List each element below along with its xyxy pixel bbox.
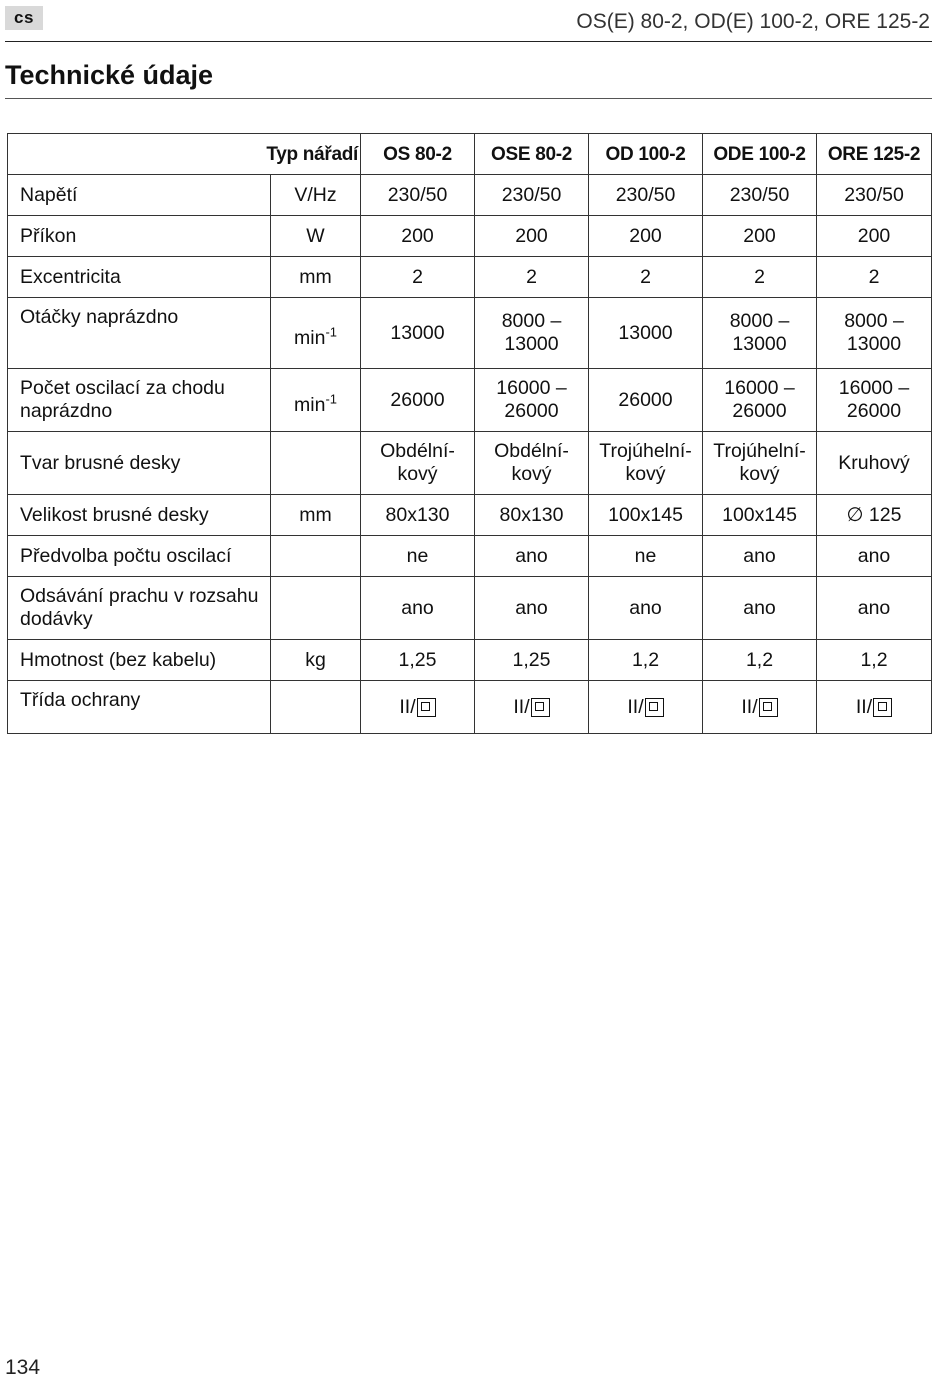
table-row: [8, 216, 932, 257]
unit-cell: $\min^{-1}$: [271, 298, 361, 369]
protection-class-double-square-icon: [417, 698, 436, 717]
value-cell: Trojúhelní- kový: [589, 432, 703, 495]
model-header-cell: ODE 100-2: [703, 134, 817, 175]
value-cell: 16000 – 26000: [475, 369, 589, 432]
unit-cell: W: [271, 216, 361, 257]
value-cell: 230/50: [589, 175, 703, 216]
value-cell: 2: [817, 257, 932, 298]
parameter-name: Velikost brusné desky: [8, 495, 271, 536]
value-cell: 1,2: [703, 640, 817, 681]
table-row: [8, 640, 932, 681]
value-cell: II/: [703, 681, 817, 734]
value-cell: 2: [361, 257, 475, 298]
value-cell: 1,25: [361, 640, 475, 681]
model-header-cell: OSE 80-2: [475, 134, 589, 175]
value-cell: ano: [475, 577, 589, 640]
value-cell: 230/50: [475, 175, 589, 216]
value-cell: ne: [361, 536, 475, 577]
table-row: [8, 369, 932, 432]
section-title: Technické údaje: [5, 60, 214, 90]
table-row: [8, 257, 932, 298]
table-row: [8, 681, 932, 734]
value-cell: 2: [475, 257, 589, 298]
model-header-cell: OS 80-2: [361, 134, 475, 175]
value-cell: 230/50: [703, 175, 817, 216]
unit-cell: $\min^{-1}$: [271, 369, 361, 432]
value-cell: II/: [817, 681, 932, 734]
unit-cell: kg: [271, 640, 361, 681]
protection-class-double-square-icon: [759, 698, 778, 717]
value-cell: 2: [703, 257, 817, 298]
table-row: [8, 577, 932, 640]
model-header-cell: OD 100-2: [589, 134, 703, 175]
protection-class-double-square-icon: [531, 698, 550, 717]
value-cell: 13000: [589, 298, 703, 369]
parameter-name: Tvar brusné desky: [8, 432, 271, 495]
value-cell: 230/50: [361, 175, 475, 216]
parameter-name: Předvolba počtu oscilací: [8, 536, 271, 577]
parameter-name: Příkon: [8, 216, 271, 257]
value-cell: 100x145: [703, 495, 817, 536]
value-cell: 200: [589, 216, 703, 257]
value-cell: ano: [361, 577, 475, 640]
value-cell: ano: [817, 536, 932, 577]
protection-class-double-square-icon: [645, 698, 664, 717]
value-cell: 230/50: [817, 175, 932, 216]
unit-cell: [271, 681, 361, 734]
parameter-name: Odsávání prachu v rozsahu dodávky: [8, 577, 271, 640]
value-cell: ano: [703, 577, 817, 640]
value-cell: 16000 – 26000: [703, 369, 817, 432]
value-cell: 80x130: [361, 495, 475, 536]
model-header-cell: ORE 125-2: [817, 134, 932, 175]
page-number: 134: [5, 1356, 41, 1379]
parameter-name: Excentricita: [8, 257, 271, 298]
value-cell: 26000: [361, 369, 475, 432]
value-cell: II/: [475, 681, 589, 734]
technical-data-table: [7, 133, 932, 734]
table-row: [8, 536, 932, 577]
value-cell: Kruhový: [817, 432, 932, 495]
table-row: [8, 432, 932, 495]
table-row: [8, 495, 932, 536]
unit-cell: V/Hz: [271, 175, 361, 216]
unit-cell: [271, 432, 361, 495]
unit-cell: [271, 536, 361, 577]
value-cell: 1,2: [817, 640, 932, 681]
value-cell: Obdélní- kový: [475, 432, 589, 495]
value-cell: Obdélní- kový: [361, 432, 475, 495]
parameter-name: Třída ochrany: [8, 681, 271, 734]
unit-cell: [271, 577, 361, 640]
value-cell: II/: [589, 681, 703, 734]
value-cell: 200: [703, 216, 817, 257]
value-cell: 26000: [589, 369, 703, 432]
value-cell: 1,25: [475, 640, 589, 681]
model-header: OS(E) 80-2, OD(E) 100-2, ORE 125-2: [576, 10, 930, 33]
value-cell: ∅ 125: [817, 495, 932, 536]
value-cell: Trojúhelní- kový: [703, 432, 817, 495]
value-cell: 16000 – 26000: [817, 369, 932, 432]
parameter-name: Hmotnost (bez kabelu): [8, 640, 271, 681]
value-cell: II/: [361, 681, 475, 734]
parameter-name: Napětí: [8, 175, 271, 216]
parameter-name: Otáčky naprázdno: [8, 298, 271, 369]
protection-class-double-square-icon: [873, 698, 892, 717]
table-header-row: [8, 134, 932, 175]
title-divider: [5, 98, 932, 99]
value-cell: 100x145: [589, 495, 703, 536]
value-cell: ano: [703, 536, 817, 577]
value-cell: 13000: [361, 298, 475, 369]
value-cell: ne: [589, 536, 703, 577]
value-cell: 80x130: [475, 495, 589, 536]
value-cell: 8000 – 13000: [703, 298, 817, 369]
value-cell: 200: [817, 216, 932, 257]
value-cell: 200: [475, 216, 589, 257]
value-cell: ano: [589, 577, 703, 640]
value-cell: 8000 – 13000: [475, 298, 589, 369]
table-row: [8, 175, 932, 216]
value-cell: 200: [361, 216, 475, 257]
value-cell: 1,2: [589, 640, 703, 681]
value-cell: ano: [475, 536, 589, 577]
value-cell: 2: [589, 257, 703, 298]
type-label: Typ nářadí: [8, 134, 361, 175]
value-cell: ano: [817, 577, 932, 640]
unit-cell: mm: [271, 257, 361, 298]
value-cell: 8000 – 13000: [817, 298, 932, 369]
header-divider: [5, 41, 932, 42]
table-row: [8, 298, 932, 369]
parameter-name: Počet oscilací za chodu naprázdno: [8, 369, 271, 432]
unit-cell: mm: [271, 495, 361, 536]
language-badge: cs: [5, 6, 43, 30]
